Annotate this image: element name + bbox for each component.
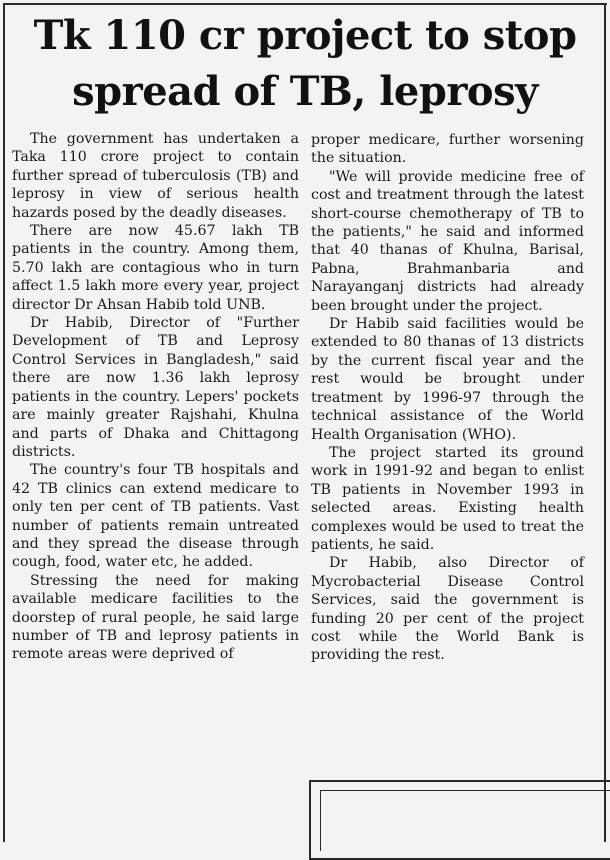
headline-line-1: Tk 110 cr project to stop [33,12,577,59]
headline [0,8,610,120]
left-column [12,130,299,664]
left-rule [3,3,5,842]
right-rule [604,3,606,842]
paragraph: Dr Habib said facilities would be extended to 80 thanas of 13 districts by the current fiscal year and the rest would be brought under treatment by 1996-97 through the technical assistance of the World Health Organisation (WHO). [311,316,584,443]
paragraph-continuation: proper medicare, further worsening the situation. [311,132,584,167]
paragraph: Stressing the need for making available medicare facilities to the doorstep of rural people, he said large number of TB and leprosy patients in remote areas were deprived of [12,572,299,663]
paragraph: Dr Habib, also Director of Mycrobacterial Disease Control Services, said the government is funding 20 per cent of the project cost while the World Bank is providing the rest. [311,555,584,664]
headline-line-2: spread of TB, leprosy [72,68,538,115]
paragraph: The project started its ground work in 1991-92 and began to enlist TB patients in November 1993 in selected areas. Existing health complexes would be used to treat the patients, he said. [311,444,584,553]
paragraph: The country's four TB hospitals and 42 TB clinics can extend medicare to only ten per cent of TB patients. Vast number of patients remain untreated and they spread the disease through cough, food, water etc, he added. [12,462,299,571]
paragraph: There are now 45.67 lakh TB patients in the country. Among them, 5.70 lakh are contagious who in turn affect 1.5 lakh more every year, project director Dr Ahsan Habib told UNB. [12,223,299,313]
right-column [311,131,584,665]
paragraph: The government has undertaken a Taka 110 crore project to contain further spread of tuberculosis (TB) and leprosy in view of serious health hazards posed by the deadly diseases. [12,131,299,221]
paragraph: Dr Habib, Director of "Further Development of TB and Leprosy Control Services in Bangladesh," said there are now 1.36 lakh leprosy patients in the country. Lepers' pockets are mainly greater Rajshahi, Khulna and parts of Dhaka and Chittagong districts. [12,315,299,460]
paragraph: "We will provide medicine free of cost and treatment through the latest short-course chemotherapy of TB to the patients," he said and informed that 40 thanas of Khulna, Barisal, Pabna, Brahmanbaria and Narayanganj districts had already been brought under the project. [311,168,584,314]
top-rule [3,3,607,5]
